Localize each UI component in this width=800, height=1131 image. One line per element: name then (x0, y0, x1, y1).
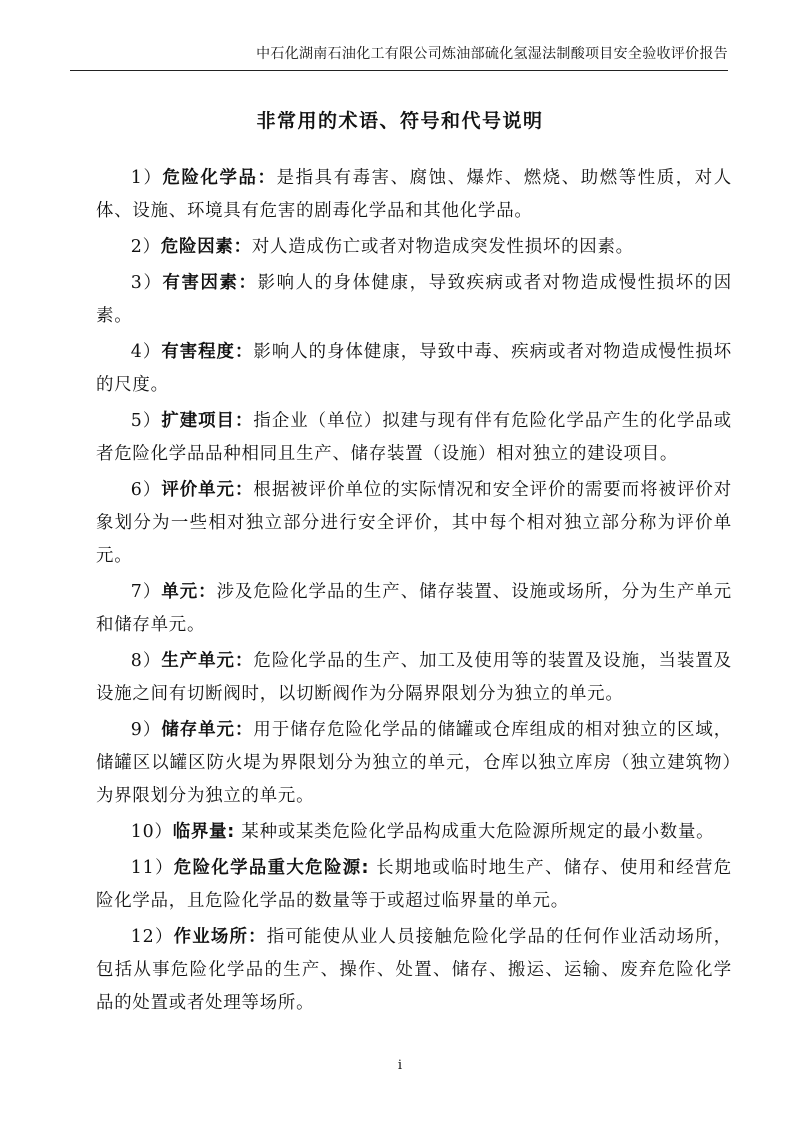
definition-text: 用于储存危险化学品的储罐或仓库组成的相对独立的区域，储罐区以罐区防火堤为界限划分为独立的单元，仓库以独立库房（独立建筑物）为界限划分为独立的单元。 (96, 720, 732, 806)
definition-number: 11） (130, 858, 174, 878)
definition-item (96, 162, 732, 228)
definition-text: 某种或某类危险化学品构成重大危险源所规定的最小数量。 (235, 822, 715, 842)
definition-text: 涉及危险化学品的生产、储存装置、设施或场所，分为生产单元和储存单元。 (96, 582, 732, 635)
definition-term: 储存单元： (161, 720, 254, 740)
definition-term: 有害因素： (162, 273, 258, 293)
definition-text: 对人造成伤亡或者对物造成突发性损坏的因素。 (251, 237, 634, 257)
definition-number: 12） (130, 927, 174, 947)
definition-item (96, 852, 732, 918)
header-text: 中石化湖南石油化工有限公司炼油部硫化氢湿法制酸项目安全验收评价报告 (256, 46, 728, 62)
definition-term: 扩建项目： (161, 411, 254, 431)
definition-number: 3） (130, 273, 163, 293)
definition-term: 评价单元： (161, 480, 254, 500)
definition-item (96, 474, 732, 573)
definition-text: 指企业（单位）拟建与现有伴有危险化学品产生的化学品或者危险化学品品种相同且生产、储存装置（设施）相对独立的建设项目。 (96, 411, 732, 464)
definition-term: 临界量: (172, 822, 236, 842)
definition-item (96, 714, 732, 813)
definition-number: 5） (130, 411, 162, 431)
definition-term: 生产单元： (161, 651, 254, 671)
definition-term: 危险因素： (160, 237, 252, 257)
page-number: i (397, 1058, 403, 1073)
definition-text: 指可能使从业人员接触危险化学品的任何作业活动场所，包括从事危险化学品的生产、操作、处置、储存、搬运、运输、废弃危险化学品的处置或者处理等场所。 (96, 927, 732, 1013)
definition-term: 单元： (161, 582, 217, 602)
definition-item (96, 267, 732, 333)
definition-term: 作业场所： (173, 927, 267, 947)
definition-term: 有害程度： (161, 342, 254, 362)
definition-text: 长期地或临时地生产、储存、使用和经营危险化学品，且危险化学品的数量等于或超过临界量的单元。 (96, 858, 732, 911)
page-title: 非常用的术语、符号和代号说明 (256, 110, 544, 132)
definition-text: 影响人的身体健康，导致疾病或者对物造成慢性损坏的因素。 (96, 273, 732, 326)
definition-number: 7） (130, 582, 162, 602)
definition-term: 危险化学品重大危险源: (173, 858, 370, 878)
definition-item (96, 645, 732, 711)
definition-number: 9） (130, 720, 162, 740)
definition-number: 8） (130, 651, 162, 671)
page-header (70, 44, 728, 71)
definition-item (96, 405, 732, 471)
definition-term: 危险化学品： (162, 168, 277, 188)
definition-number: 10） (130, 822, 173, 842)
definition-item (96, 816, 732, 849)
definition-item (96, 576, 732, 642)
definition-text: 根据被评价单位的实际情况和安全评价的需要而将被评价对象划分为一些相对独立部分进行安全评价，其中每个相对独立部分称为评价单元。 (96, 480, 732, 566)
definition-number: 6） (130, 480, 162, 500)
definition-item (96, 921, 732, 1020)
definition-text: 危险化学品的生产、加工及使用等的装置及设施，当装置及设施之间有切断阀时，以切断阀作为分隔界限划分为独立的单元。 (96, 651, 732, 704)
definition-text: 影响人的身体健康，导致中毒、疾病或者对物造成慢性损坏的尺度。 (96, 342, 732, 395)
definition-number: 4） (130, 342, 162, 362)
definition-item (96, 336, 732, 402)
definition-number: 1） (130, 168, 163, 188)
definition-text: 是指具有毒害、腐蚀、爆炸、燃烧、助燃等性质，对人体、设施、环境具有危害的剧毒化学品和其他化学品。 (96, 168, 732, 221)
definition-number: 2） (130, 237, 161, 257)
definition-list (96, 162, 732, 1023)
definition-item (96, 231, 732, 264)
